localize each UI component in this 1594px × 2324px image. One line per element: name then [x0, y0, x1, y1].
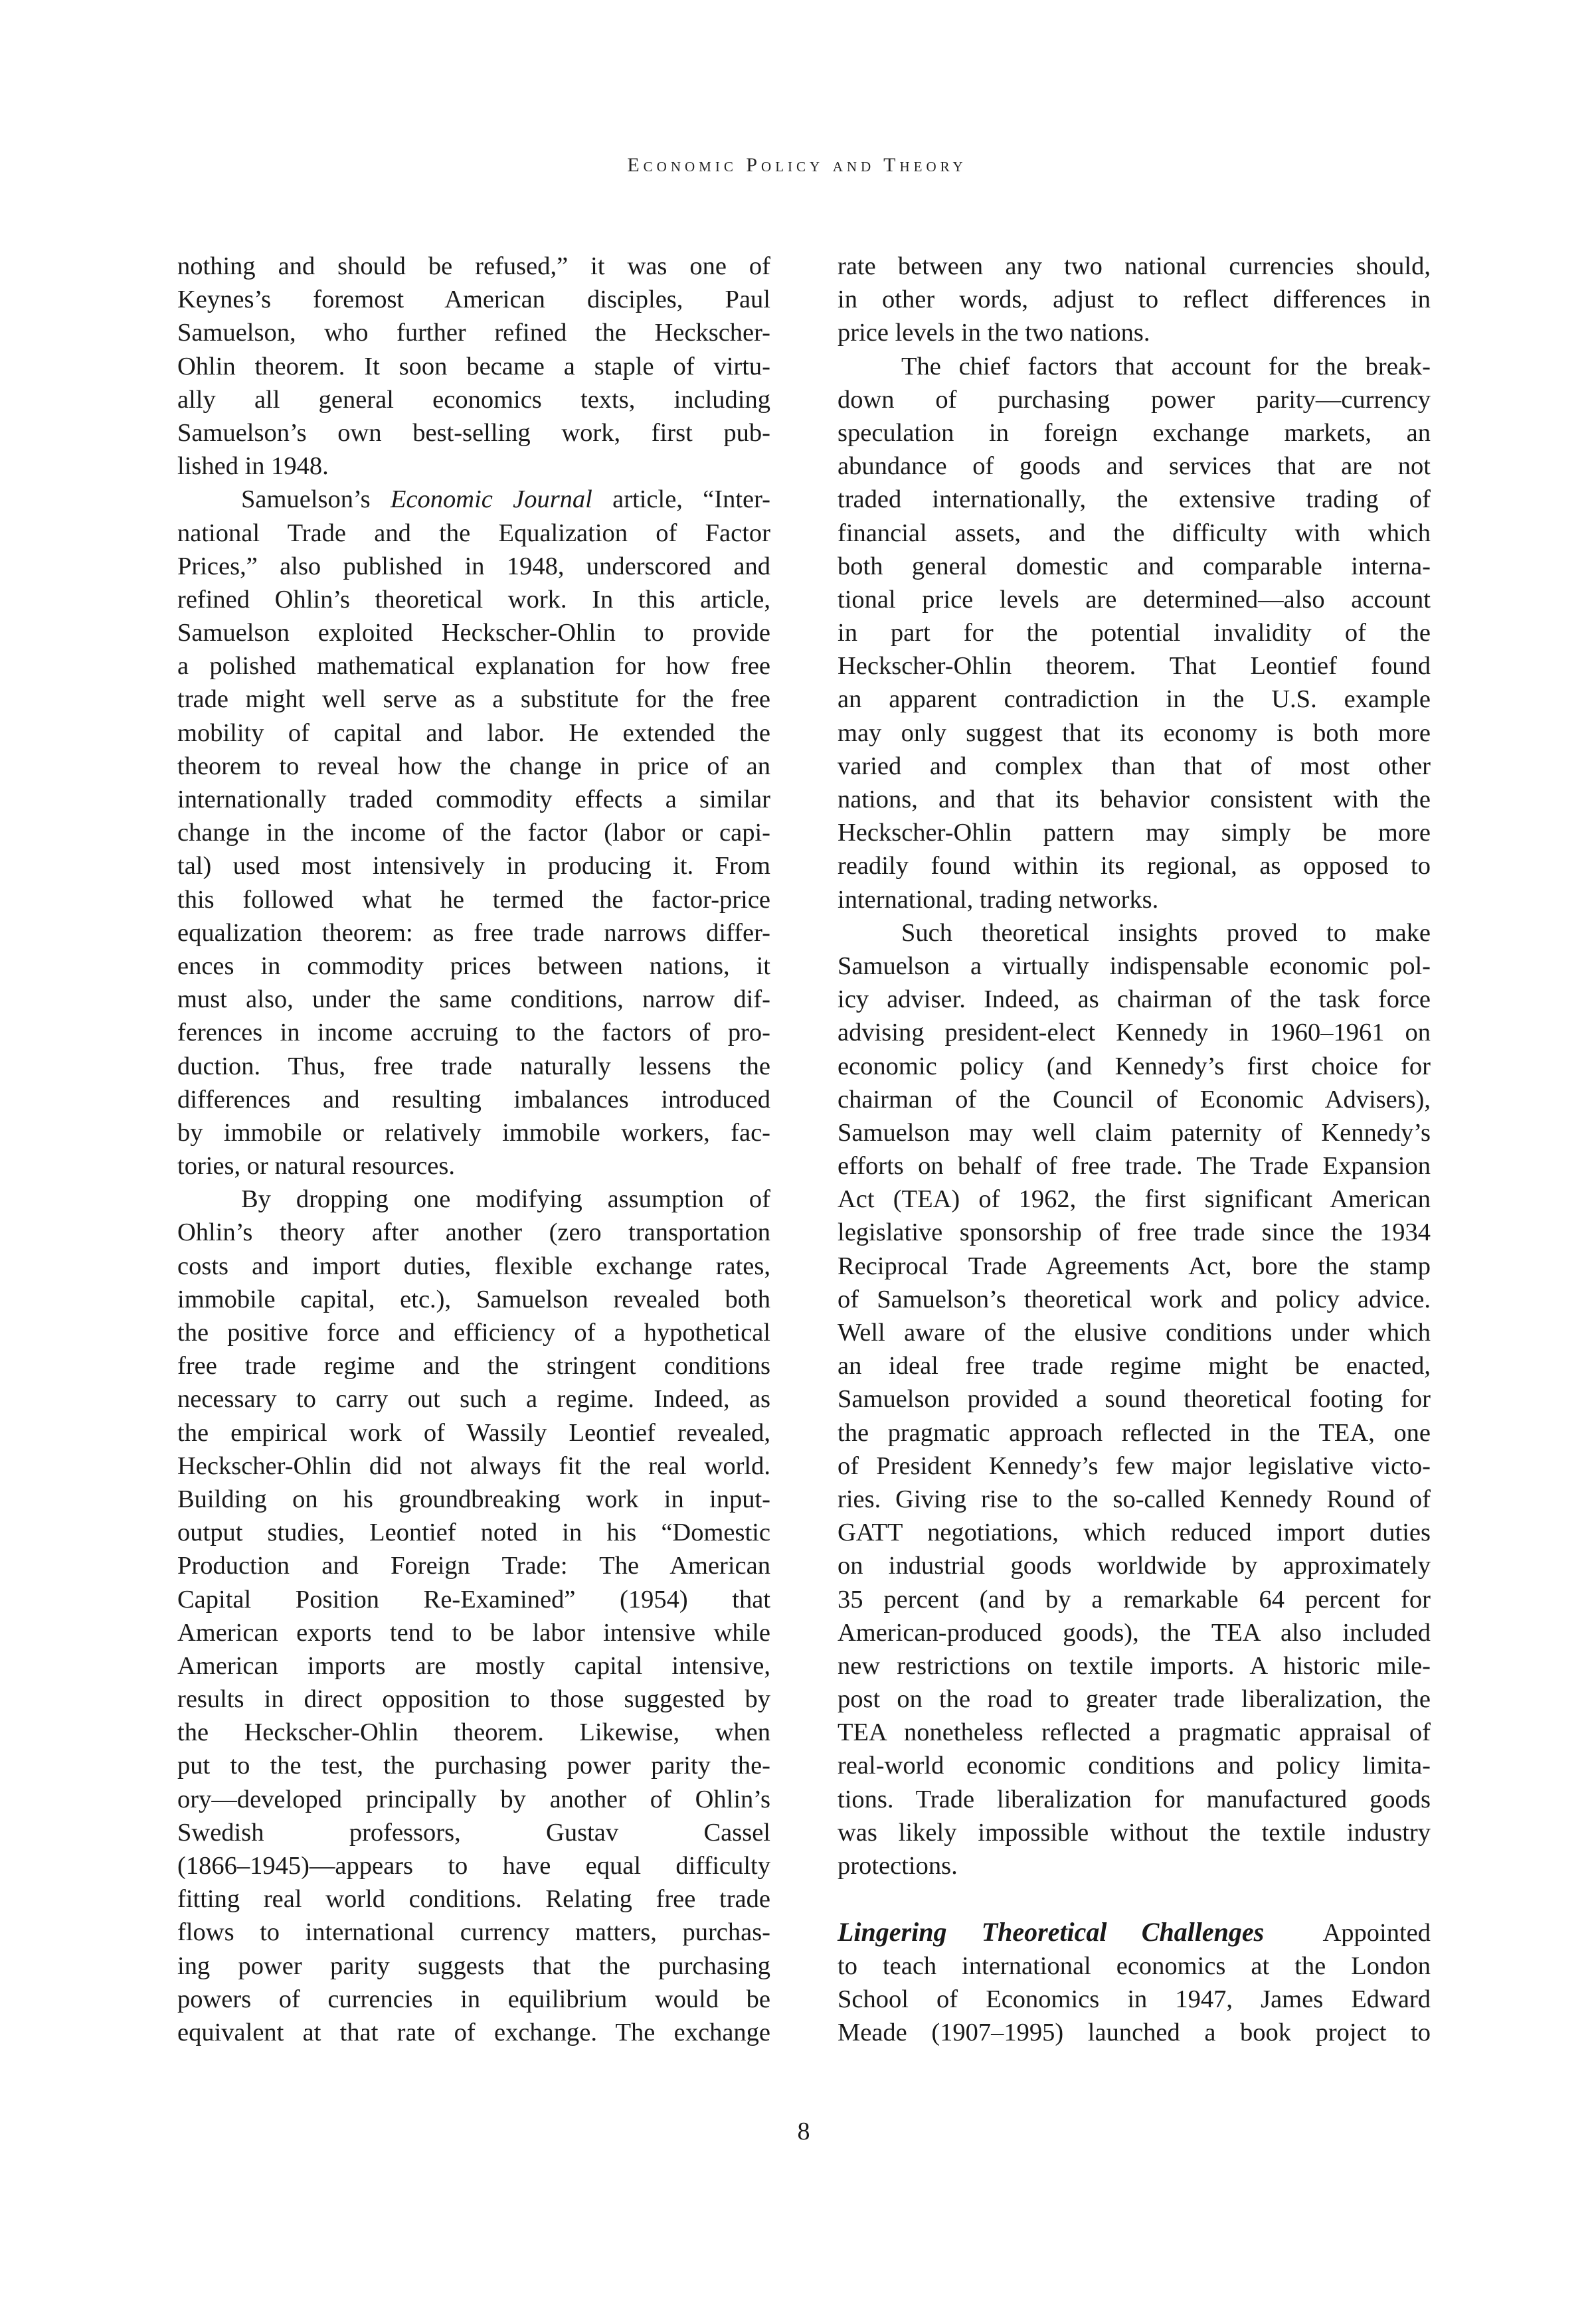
text-line: GATT negotiations, which reduced import duties: [838, 1519, 1431, 1547]
text-line: tions. Trade liberalization for manufactured goods: [838, 1785, 1431, 1813]
text-line: put to the test, the purchasing power parity the-: [177, 1752, 770, 1780]
text-line: legislative sponsorship of free trade since the 1934: [838, 1218, 1431, 1247]
text-line: of Samuelson’s theoretical work and policy advice.: [838, 1285, 1431, 1313]
text-line: financial assets, and the difficulty with which: [838, 519, 1431, 547]
text-run: Samuelson’s: [241, 485, 391, 514]
text-line: Samuelson’s own best-selling work, first pub-: [177, 418, 770, 447]
text-line: ences in commodity prices between nations, it: [177, 952, 770, 980]
text-line: varied and complex than that of most other: [838, 752, 1431, 780]
text-line: a polished mathematical explanation for how free: [177, 652, 770, 681]
text-line: nations, and that its behavior consistent with the: [838, 786, 1431, 813]
text-line: (1866–1945)—appears to have equal difficulty: [177, 1852, 770, 1880]
text-line: Heckscher-Ohlin pattern may simply be more: [838, 819, 1431, 847]
text-line: ally all general economics texts, including: [177, 385, 770, 414]
text-line: of President Kennedy’s few major legislative victo-: [838, 1452, 1431, 1480]
paragraph: [838, 916, 1431, 1882]
paragraph: [177, 1183, 770, 2049]
text-line: this followed what he termed the factor-price: [177, 885, 770, 914]
text-line: ing power parity suggests that the purchasing: [177, 1951, 770, 1980]
text-line: Heckscher-Ohlin theorem. That Leontief found: [838, 652, 1431, 681]
text-line: icy adviser. Indeed, as chairman of the task force: [838, 985, 1431, 1014]
text-line: mobility of capital and labor. He extended the: [177, 718, 770, 747]
text-line: the pragmatic approach reflected in the TEA, one: [838, 1418, 1431, 1447]
text-line: in part for the potential invalidity of the: [838, 619, 1431, 647]
text-line: on industrial goods worldwide by approximately: [838, 1552, 1431, 1580]
text-line: abundance of goods and services that are not: [838, 452, 1431, 481]
text-line: internationally traded commodity effects a similar: [177, 786, 770, 813]
text-line: ries. Giving rise to the so-called Kennedy Round of: [838, 1485, 1431, 1513]
text-line: necessary to carry out such a regime. Indeed, as: [177, 1385, 770, 1414]
text-line: national Trade and the Equalization of Factor: [177, 519, 770, 547]
text-line: rate between any two national currencies should,: [838, 252, 1431, 280]
text-line: flows to international currency matters, purchas-: [177, 1918, 770, 1947]
text-line: an apparent contradiction in the U.S. example: [838, 685, 1431, 714]
text-line: Reciprocal Trade Agreements Act, bore the stamp: [838, 1252, 1431, 1280]
text-line: must also, under the same conditions, narrow dif-: [177, 985, 770, 1014]
text-line: international, trading networks.: [838, 885, 1159, 914]
text-line: free trade regime and the stringent conditions: [177, 1352, 770, 1380]
text-line: real-world economic conditions and policy limita-: [838, 1752, 1431, 1780]
text-line: Heckscher-Ohlin did not always fit the real world.: [177, 1452, 770, 1480]
text-line: 35 percent (and by a remarkable 64 percent for: [838, 1585, 1431, 1614]
text-line: Keynes’s foremost American disciples, Paul: [177, 286, 770, 314]
text-line: Production and Foreign Trade: The American: [177, 1552, 770, 1580]
text-line: The chief factors that account for the break-: [901, 352, 1431, 380]
text-line: down of purchasing power parity—currency: [838, 385, 1431, 414]
text-line: was likely impossible without the textile industry: [838, 1818, 1431, 1847]
text-line: powers of currencies in equilibrium would be: [177, 1985, 770, 2013]
text-line: Samuelson provided a sound theoretical footing for: [838, 1385, 1431, 1414]
text-line: nothing and should be refused,” it was one of: [177, 252, 770, 280]
text-line: Ohlin’s theory after another (zero transportation: [177, 1218, 770, 1247]
text-line: to teach international economics at the London: [838, 1951, 1431, 1980]
paragraph: [838, 250, 1431, 350]
text-line: in other words, adjust to reflect differences in: [838, 286, 1431, 314]
text-line: [177, 483, 770, 516]
text-line: TEA nonetheless reflected a pragmatic appraisal of: [838, 1718, 1431, 1747]
right-text-column: [838, 250, 1431, 2049]
text-line: Act (TEA) of 1962, the first significant American: [838, 1185, 1431, 1214]
text-line: both general domestic and comparable interna-: [838, 552, 1431, 580]
text-line: the Heckscher-Ohlin theorem. Likewise, when: [177, 1718, 770, 1747]
text-line: efforts on behalf of free trade. The Trade Expansion: [838, 1152, 1431, 1181]
paragraph: [838, 350, 1431, 916]
text-line: costs and import duties, flexible exchange rates,: [177, 1252, 770, 1280]
text-line: tional price levels are determined—also account: [838, 585, 1431, 614]
text-line: equalization theorem: as free trade narrows differ-: [177, 918, 770, 947]
text-line: tories, or natural resources.: [177, 1152, 455, 1181]
paragraph: [838, 1882, 1431, 2049]
text-line: theorem to reveal how the change in price of an: [177, 752, 770, 780]
text-line: American imports are mostly capital intensive,: [177, 1651, 770, 1680]
text-line: Meade (1907–1995) launched a book project to: [838, 2018, 1431, 2046]
text-line: immobile capital, etc.), Samuelson revealed both: [177, 1285, 770, 1313]
text-line: American exports tend to be labor intensive while: [177, 1618, 770, 1647]
text-line: economic policy (and Kennedy’s first choice for: [838, 1052, 1431, 1080]
text-line: protections.: [838, 1852, 958, 1880]
text-line: School of Economics in 1947, James Edward: [838, 1985, 1431, 2013]
page-number: 8: [797, 2117, 810, 2145]
text-line: Samuelson a virtually indispensable economic pol-: [838, 952, 1431, 980]
text-line: ferences in income accruing to the factors of pro-: [177, 1019, 770, 1047]
paragraph: [177, 250, 770, 483]
text-line: Ohlin theorem. It soon became a staple of virtu-: [177, 352, 770, 380]
text-line: the positive force and efficiency of a hypothetical: [177, 1319, 770, 1347]
text-line: [838, 1916, 1431, 1949]
text-line: by immobile or relatively immobile workers, fac-: [177, 1118, 770, 1147]
text-line: change in the income of the factor (labor or capi-: [177, 819, 770, 847]
section-heading: Lingering Theoretical Challenges: [838, 1917, 1265, 1948]
text-line: the empirical work of Wassily Leontief revealed,: [177, 1418, 770, 1447]
text-line: Well aware of the elusive conditions under which: [838, 1319, 1431, 1347]
text-line: Such theoretical insights proved to make: [901, 918, 1431, 947]
left-text-column: [177, 250, 770, 2049]
text-line: American-produced goods), the TEA also included: [838, 1618, 1431, 1647]
text-line: By dropping one modifying assumption of: [241, 1185, 770, 1214]
paragraph: [177, 483, 770, 1183]
text-line: new restrictions on textile imports. A historic mile-: [838, 1651, 1431, 1680]
text-run: article, “Inter-: [592, 485, 770, 514]
text-line: duction. Thus, free trade naturally lessens the: [177, 1052, 770, 1080]
text-line: chairman of the Council of Economic Advisers),: [838, 1085, 1431, 1114]
text-line: Capital Position Re-Examined” (1954) that: [177, 1585, 770, 1614]
text-line: Samuelson exploited Heckscher-Ohlin to provide: [177, 619, 770, 647]
text-line: an ideal free trade regime might be enacted,: [838, 1352, 1431, 1380]
italic-title: Economic Journal: [390, 485, 592, 514]
text-line: post on the road to greater trade liberalization, the: [838, 1685, 1431, 1714]
text-line: Samuelson may well claim paternity of Kennedy’s: [838, 1118, 1431, 1147]
text-line: traded internationally, the extensive trading of: [838, 485, 1431, 514]
text-run: Appointed: [1264, 1919, 1431, 1948]
text-line: Swedish professors, Gustav Cassel: [177, 1818, 770, 1847]
text-line: Samuelson, who further refined the Heckscher-: [177, 319, 770, 347]
text-line: lished in 1948.: [177, 452, 329, 481]
text-line: ory—developed principally by another of Ohlin’s: [177, 1785, 770, 1813]
text-line: equivalent at that rate of exchange. The exchange: [177, 2018, 770, 2046]
text-line: results in direct opposition to those suggested by: [177, 1685, 770, 1714]
text-line: Prices,” also published in 1948, underscored and: [177, 552, 770, 580]
text-line: Building on his groundbreaking work in input-: [177, 1485, 770, 1513]
running-head: Economic Policy and Theory: [627, 154, 967, 176]
text-line: tal) used most intensively in producing it. From: [177, 852, 770, 880]
text-line: price levels in the two nations.: [838, 319, 1150, 347]
text-line: refined Ohlin’s theoretical work. In this article,: [177, 585, 770, 614]
text-line: fitting real world conditions. Relating free trade: [177, 1885, 770, 1914]
text-line: trade might well serve as a substitute for the free: [177, 685, 770, 714]
text-line: speculation in foreign exchange markets, an: [838, 418, 1431, 447]
text-line: output studies, Leontief noted in his “Domestic: [177, 1519, 770, 1547]
text-line: readily found within its regional, as opposed to: [838, 852, 1431, 880]
text-line: may only suggest that its economy is both more: [838, 718, 1431, 747]
section-spacer: [838, 1882, 1431, 1916]
text-line: differences and resulting imbalances introduced: [177, 1085, 770, 1114]
text-line: advising president-elect Kennedy in 1960–1961 on: [838, 1019, 1431, 1047]
